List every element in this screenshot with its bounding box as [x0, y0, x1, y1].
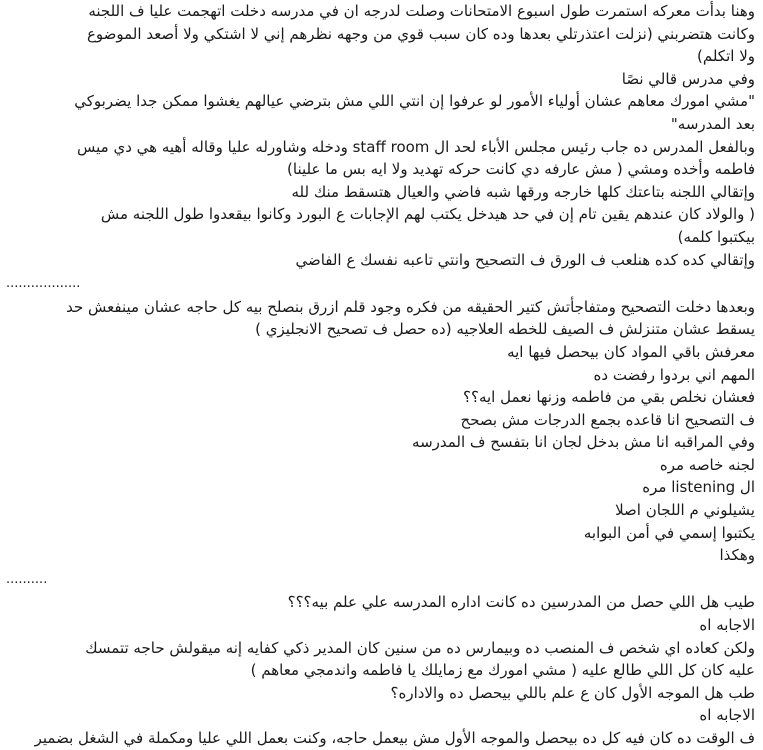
text-line: ال listening مره: [642, 478, 755, 497]
text-line: وهنا بدأت معركه استمرت طول اسبوع الامتحانات وصلت لدرجه ان في مدرسه دخلت اتهجمت عليا ف اللجنه: [88, 2, 755, 20]
paragraph-block-1: [6, 0, 755, 271]
text-line: وبعدها دخلت التصحيح ومتفاجأتش كتير الحقيقه من فكره وجود قلم ازرق بنصلح بيه كل حاجه عشان مينفعش حد: [66, 297, 755, 316]
text-line: ف التصحيح انا قاعده بجمع الدرجات مش بصحح: [460, 410, 755, 429]
text-line: وكانت هتضربني (نزلت اعتذرتلي بعدها وده كان سبب قوي من وجهه نظرهم إني لا اشتكي ولا أصعد الموضوع: [86, 24, 755, 43]
text-line: وفي مدرس قالي نصًا: [621, 69, 755, 88]
text-line: وبالفعل المدرس ده جاب رئيس مجلس الأباء لحد ال staff room ودخله وشاورله عليا وقاله أهيه هي دي ميس: [77, 137, 755, 156]
text-line: وإتقالي اللجنه بتاعتك كلها خارجه ورقها شبه فاضي والعيال هتسقط منك لله: [291, 182, 755, 201]
section-separator: ..................: [6, 276, 81, 292]
text-line: فعشان نخلص بقي من فاطمه وزنها نعمل ايه؟؟: [463, 388, 755, 407]
paragraph-block-2: [6, 296, 755, 567]
text-line: طب هل الموجه الأول كان ع علم باللي بيحصل ده والاداره؟: [390, 683, 755, 702]
text-line: يشيلوني م اللجان اصلا: [615, 501, 755, 520]
paragraph-block-3: [6, 591, 755, 749]
text-line: الاجابه اه: [699, 706, 755, 725]
text-line: لجنه خاصه مره: [659, 455, 755, 474]
text-line: ف الوقت ده كان فيه كل ده بيحصل والموجه الأول مش بيعمل حاجه، وكنت بعمل اللي عليا ومكملة في الشغل بضمير: [34, 729, 755, 747]
text-line: الاجابه اه: [699, 616, 755, 635]
text-line: وإتقالي كده كده هنلعب ف الورق ف التصحيح وانتي تاعبه نفسك ع الفاضي: [295, 250, 755, 269]
text-line: "مشي امورك معاهم عشان أولياء الأمور لو عرفوا إن انتي اللي مش بترضي عيالهم يغشوا ممكن جدا يضربوكي: [74, 92, 755, 111]
text-line: ( والولاد كان عندهم يقين تام إن في حد هيدخل يكتب لهم الإجابات ع البورد وكانوا بيقعدوا طول اللجنه مش: [100, 205, 755, 224]
text-line: يكتبوا إسمي في أمن البوابه: [583, 523, 755, 542]
text-line: المهم اني بردوا رفضت ده: [593, 365, 755, 384]
text-line: بعد المدرسه": [670, 114, 755, 133]
text-line: وهكذا: [719, 546, 755, 565]
text-line: وفي المراقبه انا مش بدخل لجان انا بتفسح ف المدرسه: [412, 433, 755, 452]
text-line: فاطمه وأخده ومشي ( مش عارفه دي كانت حركه تهديد ولا ايه بس ما علينا): [287, 160, 755, 179]
text-line: بيكتبوا كلمه): [677, 227, 755, 246]
text-line: طيب هل اللي حصل من المدرسين ده كانت اداره المدرسه علي علم بيه؟؟؟: [287, 593, 755, 612]
text-line: يسقط عشان متنزلش ف الصيف للخطه العلاجيه (ده حصل ف تصحيح الانجليزي ): [255, 320, 755, 339]
document-body: [6, 0, 755, 750]
text-line: ولكن كعاده اي شخص ف المنصب ده وبيمارس ده من سنين كان المدير ذكي كفايه إنه ميقولش حاجه تتمسك: [85, 638, 755, 657]
text-line: ولا اتكلم): [697, 47, 755, 66]
section-separator: ..........: [6, 571, 48, 587]
text-line: عليه كان كل اللي طالع عليه ( مشي امورك مع زمايلك يا فاطمه واندمجي معاهم ): [250, 661, 755, 680]
text-line: معرفش باقي المواد كان بيحصل فيها ايه: [507, 342, 755, 361]
